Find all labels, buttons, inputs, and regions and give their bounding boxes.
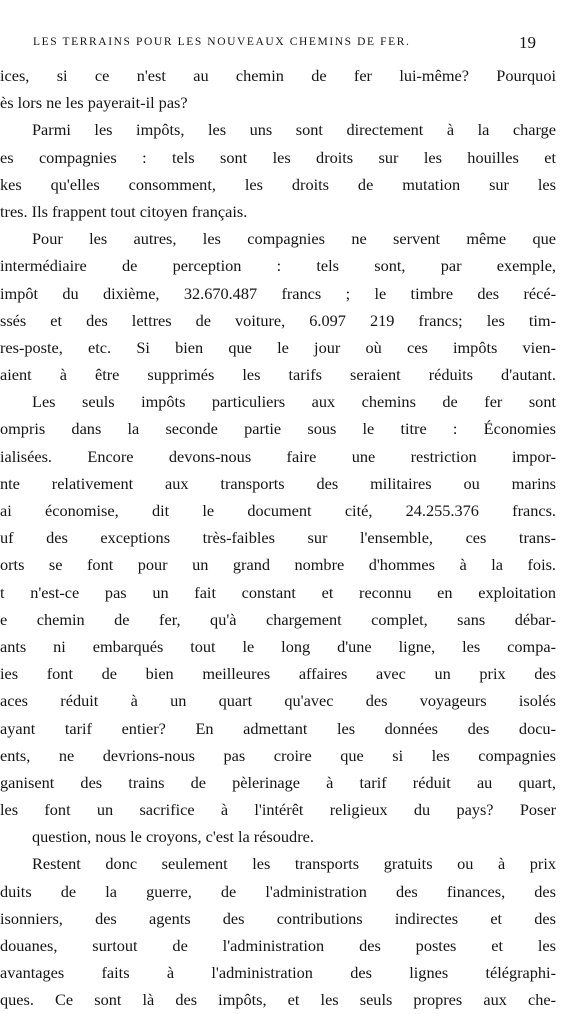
text-line: Restent donc seulement les transports gratuits ou à prix — [32, 854, 556, 874]
text-line: ganisent des trains de pèlerinage à tarif réduit au quart, — [0, 772, 556, 792]
text-line: intermédiaire de perception : tels sont, par exemple, — [0, 256, 556, 276]
text-line: ompris dans la seconde partie sous le titre : Économies — [0, 419, 556, 439]
text-line: ialisées. Encore devons-nous faire une restriction impor- — [0, 446, 556, 466]
text-line: ents, ne devrions-nous pas croire que si les compagnies — [0, 745, 556, 765]
text-line: res-poste, etc. Si bien que le jour où ces impôts vien- — [0, 337, 556, 357]
text-line: nte relativement aux transports des militaires ou marins — [0, 473, 556, 493]
text-line: aient à être supprimés les tarifs seraient réduits d'autant. — [0, 365, 556, 385]
text-line: avantages faits à l'administration des lignes télégraphi- — [0, 963, 556, 983]
text-line: duits de la guerre, de l'administration des finances, des — [0, 881, 556, 901]
text-line: orts se font pour un grand nombre d'hommes à la fois. — [0, 555, 556, 575]
text-line: ies font de bien meilleures affaires avec un prix des — [0, 664, 556, 684]
text-line: ices, si ce n'est au chemin de fer lui-même? Pourquoi — [0, 66, 556, 85]
text-line: t n'est-ce pas un fait constant et reconnu en exploitation — [0, 582, 556, 602]
text-line: Parmi les impôts, les uns sont directement à la charge — [32, 120, 556, 140]
page-number: 19 — [519, 33, 536, 52]
running-head: LES TERRAINS POUR LES NOUVEAUX CHEMINS DE FER. — [33, 36, 411, 48]
text-line: ayant tarif entier? En admettant les données des docu- — [0, 718, 556, 738]
text-line: Pour les autres, les compagnies ne servent même que — [32, 229, 556, 249]
text-line: tres. Ils frappent tout citoyen français. — [0, 201, 248, 221]
text-line: ai économise, dit le document cité, 24.255.376 francs. — [0, 501, 556, 520]
text-line: e chemin de fer, qu'à chargement complet, sans débar- — [0, 609, 556, 629]
text-line: isonniers, des agents des contributions indirectes et des — [0, 908, 556, 928]
text-line: question, nous le croyons, c'est la résoudre. — [32, 827, 314, 847]
text-line: douanes, surtout de l'administration des postes et les — [0, 936, 556, 955]
text-line: impôt du dixième, 32.670.487 francs ; le timbre des récé- — [0, 283, 556, 303]
text-line: aces réduit à un quart qu'avec des voyageurs isolés — [0, 691, 556, 711]
text-line: uf des exceptions très-faibles sur l'ensemble, ces trans- — [0, 528, 556, 548]
text-line: ants ni embarqués tout le long d'une ligne, les compa- — [0, 636, 556, 656]
text-line: ssés et des lettres de voiture, 6.097 219 francs; les tim- — [0, 310, 556, 330]
text-line: Les seuls impôts particuliers aux chemins de fer sont — [32, 392, 556, 412]
text-line: kes qu'elles consomment, les droits de mutation sur les — [0, 174, 556, 194]
text-line: les font un sacrifice à l'intérêt religieux du pays? Poser — [0, 800, 556, 820]
page-header — [33, 33, 536, 53]
text-line: ques. Ce sont là des impôts, et les seuls propres aux che- — [0, 990, 556, 1010]
text-line: es compagnies : tels sont les droits sur les houilles et — [0, 147, 556, 167]
body-text — [0, 62, 556, 1014]
text-line: ès lors ne les payerait-il pas? — [0, 93, 188, 113]
